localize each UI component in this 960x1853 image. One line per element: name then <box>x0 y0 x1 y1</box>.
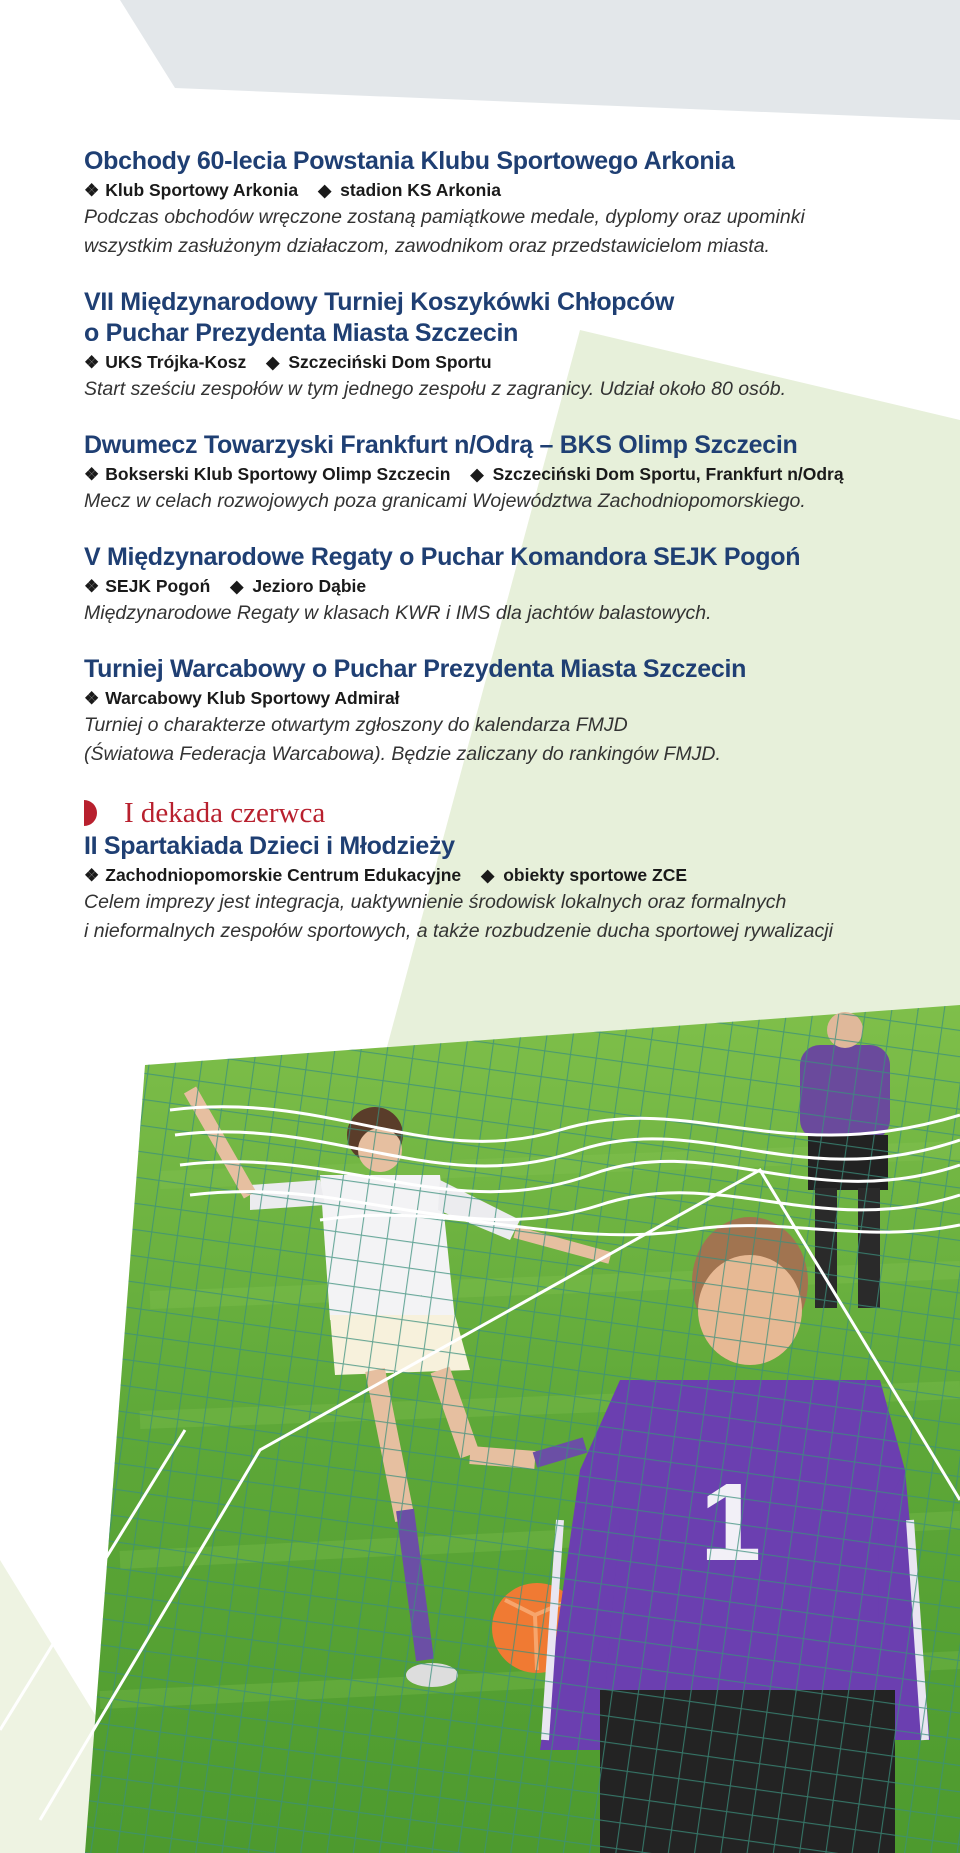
events-list <box>84 146 914 972</box>
half-circle-marker-icon <box>84 800 100 826</box>
event-title: Turniej Warcabowy o Puchar Prezydenta Miasta Szczecin <box>84 655 747 683</box>
event-description: Celem imprezy jest integracja, uaktywnienie środowisk lokalnych oraz formalnych i nieformalnych zespołów sportowych, a także rozbudzenie ducha sportowej rywalizacji <box>84 891 833 942</box>
grey-band <box>120 0 960 120</box>
event-organizer: Warcabowy Klub Sportowy Admirał <box>105 688 400 708</box>
event-description: Start sześciu zespołów w tym jednego zespołu z zagranicy. Udział około 80 osób. <box>84 378 786 400</box>
organizer-bullet-icon: ❖ <box>84 689 100 708</box>
organizer-bullet-icon: ❖ <box>84 465 100 484</box>
event-meta <box>84 686 914 711</box>
section-heading <box>84 795 914 831</box>
organizer-bullet-icon: ❖ <box>84 353 100 372</box>
event-item <box>84 831 914 946</box>
event-title: Obchody 60-lecia Powstania Klubu Sportowego Arkonia <box>84 147 735 175</box>
event-item <box>84 654 914 769</box>
event-meta <box>84 863 914 888</box>
event-item <box>84 430 914 516</box>
event-venue: obiekty sportowe ZCE <box>503 865 688 885</box>
venue-diamond-icon: ◆ <box>266 353 280 372</box>
event-title: V Międzynarodowe Regaty o Puchar Komandora SEJK Pogoń <box>84 543 801 571</box>
event-organizer: Bokserski Klub Sportowy Olimp Szczecin <box>105 464 451 484</box>
event-item <box>84 287 914 404</box>
event-title: Dwumecz Towarzyski Frankfurt n/Odrą – BKS Olimp Szczecin <box>84 431 798 459</box>
event-organizer: Zachodniopomorskie Centrum Edukacyjne <box>105 865 462 885</box>
event-venue: Szczeciński Dom Sportu <box>288 352 492 372</box>
organizer-bullet-icon: ❖ <box>84 866 100 885</box>
section-title: I dekada czerwca <box>124 797 326 829</box>
venue-diamond-icon: ◆ <box>230 577 244 596</box>
event-meta <box>84 462 914 487</box>
organizer-bullet-icon: ❖ <box>84 181 100 200</box>
event-description: Podczas obchodów wręczone zostaną pamiątkowe medale, dyplomy oraz upominki wszystkim zasłużonym działaczom, zawodnikom oraz przedstawicielom miasta. <box>84 206 805 257</box>
event-title: VII Międzynarodowy Turniej Koszykówki Chłopców o Puchar Prezydenta Miasta Szczecin <box>84 288 674 347</box>
event-description: Międzynarodowe Regaty w klasach KWR i IMS dla jachtów balastowych. <box>84 602 712 624</box>
venue-diamond-icon: ◆ <box>470 465 484 484</box>
event-organizer: UKS Trójka-Kosz <box>105 352 247 372</box>
event-venue: Szczeciński Dom Sportu, Frankfurt n/Odrą <box>492 464 844 484</box>
event-organizer: Klub Sportowy Arkonia <box>105 180 299 200</box>
event-meta <box>84 574 914 599</box>
event-description: Mecz w celach rozwojowych poza granicami Województwa Zachodniopomorskiego. <box>84 490 806 512</box>
venue-diamond-icon: ◆ <box>318 181 332 200</box>
organizer-bullet-icon: ❖ <box>84 577 100 596</box>
football-photo <box>0 1000 960 1853</box>
event-meta <box>84 178 914 203</box>
event-item <box>84 542 914 628</box>
event-venue: Jezioro Dąbie <box>252 576 367 596</box>
venue-diamond-icon: ◆ <box>481 866 495 885</box>
event-venue: stadion KS Arkonia <box>340 180 501 200</box>
event-meta <box>84 350 914 375</box>
event-title: II Spartakiada Dzieci i Młodzieży <box>84 832 455 860</box>
event-item <box>84 146 914 261</box>
event-description: Turniej o charakterze otwartym zgłoszony do kalendarza FMJD (Światowa Federacja Warcabowa). Będzie zaliczany do rankingów FMJD. <box>84 714 721 765</box>
event-organizer: SEJK Pogoń <box>105 576 211 596</box>
